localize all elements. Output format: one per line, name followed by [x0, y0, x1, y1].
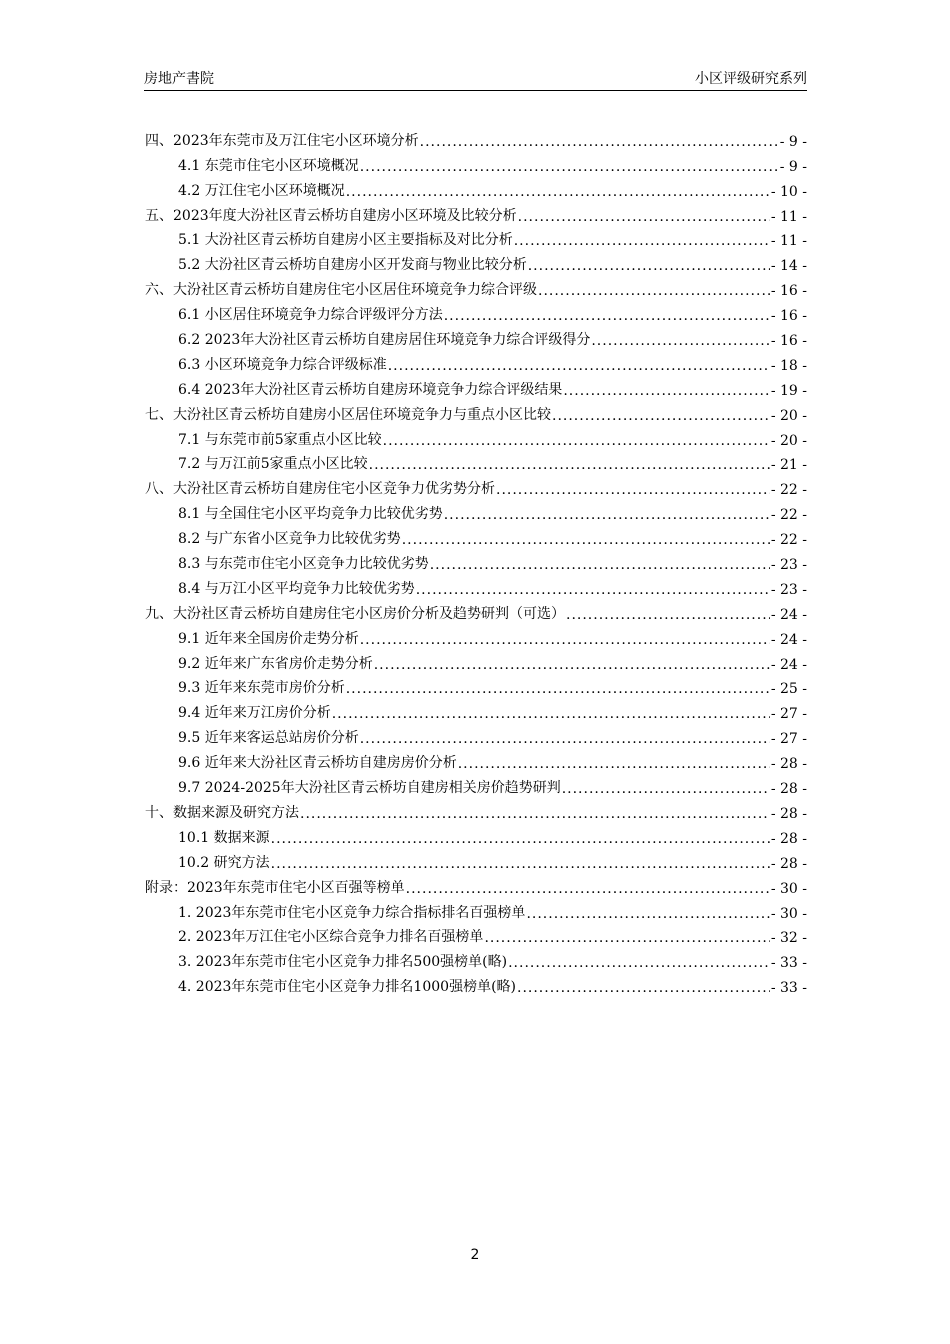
toc-entry[interactable]: [145, 349, 807, 374]
toc-dot-leader: [496, 482, 770, 498]
toc-entry[interactable]: [145, 573, 807, 598]
toc-entry-title: 9.1 近年来全国房价走势分析: [178, 630, 359, 647]
toc-dot-leader: [360, 632, 770, 648]
toc-dot-leader: [360, 159, 779, 175]
toc-dot-leader: [346, 184, 770, 200]
toc-dot-leader: [406, 881, 770, 897]
toc-entry-title: 9.7 2024-2025年大汾社区青云桥坊自建房相关房价趋势研判: [178, 780, 561, 797]
toc-entry-page: - 28 -: [770, 781, 807, 798]
toc-entry-page: - 20 -: [770, 407, 807, 424]
toc-entry[interactable]: [145, 125, 807, 150]
toc-entry-title: 6.4 2023年大汾社区青云桥坊自建房环境竞争力综合评级结果: [178, 381, 563, 398]
toc-entry-title: 9.6 近年来大汾社区青云桥坊自建房房价分析: [178, 755, 457, 772]
toc-dot-leader: [444, 507, 770, 523]
toc-dot-leader: [271, 856, 770, 872]
toc-entry[interactable]: [145, 697, 807, 722]
toc-entry[interactable]: [145, 548, 807, 573]
toc-dot-leader: [420, 134, 779, 150]
toc-entry-page: - 16 -: [770, 283, 807, 300]
toc-entry-title: 5.1 大汾社区青云桥坊自建房小区主要指标及对比分析: [178, 232, 513, 249]
toc-dot-leader: [563, 383, 769, 399]
toc-dot-leader: [508, 955, 770, 971]
table-of-contents: [145, 125, 807, 996]
toc-dot-leader: [332, 706, 770, 722]
page-number: 2: [470, 1247, 480, 1263]
toc-entry-page: - 33 -: [770, 955, 807, 972]
toc-entry-page: - 19 -: [770, 382, 807, 399]
toc-entry-title: 附录：2023年东莞市住宅小区百强等榜单: [145, 879, 405, 896]
toc-dot-leader: [374, 657, 770, 673]
toc-entry-title: 6.2 2023年大汾社区青云桥坊自建房居住环境竞争力综合评级得分: [178, 332, 591, 349]
toc-entry-title: 十、数据来源及研究方法: [145, 804, 299, 821]
toc-entry-page: - 30 -: [770, 905, 807, 922]
toc-dot-leader: [346, 681, 770, 697]
toc-entry-page: - 18 -: [770, 357, 807, 374]
toc-dot-leader: [369, 457, 770, 473]
toc-entry[interactable]: [145, 299, 807, 324]
toc-entry-title: 4.2 万江住宅小区环境概况: [178, 182, 345, 199]
toc-entry[interactable]: [145, 722, 807, 747]
toc-entry-title: 6.1 小区居住环境竞争力综合评级评分方法: [178, 307, 443, 324]
toc-entry-title: 8.3 与东莞市住宅小区竞争力比较优劣势: [178, 556, 429, 573]
toc-entry-page: - 25 -: [770, 681, 807, 698]
toc-dot-leader: [360, 731, 770, 747]
toc-dot-leader: [528, 258, 770, 274]
toc-entry-page: - 24 -: [770, 656, 807, 673]
toc-entry-page: - 9 -: [779, 133, 807, 150]
toc-entry-title: 四、2023年东莞市及万江住宅小区环境分析: [145, 132, 419, 149]
header-publisher: 房地产書院: [144, 71, 214, 87]
toc-entry-title: 8.1 与全国住宅小区平均竞争力比较优劣势: [178, 506, 443, 523]
toc-entry-title: 7.1 与东莞市前5家重点小区比较: [178, 431, 382, 448]
toc-entry-title: 1. 2023年东莞市住宅小区竞争力综合指标排名百强榜单: [178, 904, 526, 921]
toc-entry[interactable]: [145, 249, 807, 274]
toc-entry-page: - 28 -: [770, 805, 807, 822]
toc-entry-title: 4.1 东莞市住宅小区环境概况: [178, 157, 359, 174]
toc-entry[interactable]: [145, 772, 807, 797]
toc-dot-leader: [518, 209, 770, 225]
toc-entry[interactable]: [145, 175, 807, 200]
toc-entry-page: - 16 -: [770, 308, 807, 325]
toc-entry-page: - 10 -: [770, 183, 807, 200]
toc-entry[interactable]: [145, 747, 807, 772]
toc-entry[interactable]: [145, 225, 807, 250]
toc-entry-page: - 11 -: [770, 233, 807, 250]
toc-entry[interactable]: [145, 324, 807, 349]
toc-entry-title: 七、大汾社区青云桥坊自建房小区居住环境竞争力与重点小区比较: [145, 406, 551, 423]
toc-dot-leader: [430, 557, 770, 573]
toc-entry[interactable]: [145, 473, 807, 498]
toc-entry[interactable]: [145, 424, 807, 449]
toc-entry-page: - 22 -: [770, 507, 807, 524]
toc-dot-leader: [383, 433, 770, 449]
toc-dot-leader: [416, 582, 770, 598]
toc-entry-title: 九、大汾社区青云桥坊自建房住宅小区房价分析及趋势研判（可选）: [145, 605, 565, 622]
toc-dot-leader: [271, 831, 770, 847]
toc-dot-leader: [458, 756, 770, 772]
toc-entry-title: 六、大汾社区青云桥坊自建房住宅小区居住环境竞争力综合评级: [145, 282, 537, 299]
toc-entry[interactable]: [145, 922, 807, 947]
toc-entry-title: 4. 2023年东莞市住宅小区竞争力排名1000强榜单(略): [178, 979, 516, 996]
toc-entry-page: - 24 -: [770, 631, 807, 648]
toc-entry-page: - 32 -: [770, 930, 807, 947]
toc-entry-title: 8.4 与万江小区平均竞争力比较优劣势: [178, 580, 415, 597]
toc-entry-page: - 20 -: [770, 432, 807, 449]
toc-dot-leader: [517, 980, 770, 996]
toc-entry-title: 3. 2023年东莞市住宅小区竞争力排名500强榜单(略): [178, 954, 508, 971]
toc-entry-title: 8.2 与广东省小区竞争力比较优劣势: [178, 531, 401, 548]
toc-entry-page: - 24 -: [770, 606, 807, 623]
toc-entry-page: - 21 -: [770, 457, 807, 474]
toc-entry-title: 7.2 与万江前5家重点小区比较: [178, 456, 368, 473]
toc-entry-page: - 22 -: [770, 482, 807, 499]
toc-entry-page: - 28 -: [770, 756, 807, 773]
toc-entry-page: - 16 -: [770, 333, 807, 350]
toc-dot-leader: [300, 806, 770, 822]
toc-dot-leader: [484, 930, 769, 946]
toc-entry-page: - 22 -: [770, 532, 807, 549]
toc-entry[interactable]: [145, 498, 807, 523]
toc-dot-leader: [388, 358, 770, 374]
toc-entry-title: 10.1 数据来源: [178, 829, 270, 846]
toc-entry[interactable]: [145, 648, 807, 673]
toc-entry-title: 五、2023年度大汾社区青云桥坊自建房小区环境及比较分析: [145, 207, 517, 224]
toc-dot-leader: [552, 408, 770, 424]
toc-dot-leader: [402, 532, 770, 548]
toc-entry[interactable]: [145, 822, 807, 847]
toc-entry[interactable]: [145, 623, 807, 648]
toc-entry-title: 5.2 大汾社区青云桥坊自建房小区开发商与物业比较分析: [178, 257, 527, 274]
toc-entry[interactable]: [145, 598, 807, 623]
toc-dot-leader: [591, 333, 769, 349]
toc-entry[interactable]: [145, 797, 807, 822]
toc-entry-page: - 11 -: [770, 208, 807, 225]
toc-entry-page: - 33 -: [770, 980, 807, 997]
toc-dot-leader: [444, 308, 770, 324]
toc-entry-title: 9.2 近年来广东省房价走势分析: [178, 655, 373, 672]
toc-dot-leader: [514, 233, 770, 249]
toc-entry[interactable]: [145, 150, 807, 175]
toc-entry[interactable]: [145, 274, 807, 299]
toc-entry-title: 9.5 近年来客运总站房价分析: [178, 730, 359, 747]
toc-entry-page: - 28 -: [770, 830, 807, 847]
toc-entry[interactable]: [145, 946, 807, 971]
toc-entry-page: - 23 -: [770, 557, 807, 574]
toc-entry[interactable]: [145, 847, 807, 872]
toc-entry-title: 9.3 近年来东莞市房价分析: [178, 680, 345, 697]
toc-entry[interactable]: [145, 673, 807, 698]
toc-entry[interactable]: [145, 200, 807, 225]
toc-entry-page: - 27 -: [770, 731, 807, 748]
toc-entry-page: - 27 -: [770, 706, 807, 723]
toc-entry-page: - 9 -: [779, 158, 807, 175]
header-series: 小区评级研究系列: [695, 71, 807, 87]
toc-entry[interactable]: [145, 449, 807, 474]
toc-entry[interactable]: [145, 399, 807, 424]
toc-dot-leader: [562, 781, 770, 797]
toc-entry-title: 2. 2023年万江住宅小区综合竞争力排名百强榜单: [178, 929, 484, 946]
toc-entry-title: 八、大汾社区青云桥坊自建房住宅小区竞争力优劣势分析: [145, 481, 495, 498]
toc-entry[interactable]: [145, 523, 807, 548]
toc-entry[interactable]: [145, 872, 807, 897]
toc-entry-title: 10.2 研究方法: [178, 854, 270, 871]
toc-entry-title: 9.4 近年来万江房价分析: [178, 705, 331, 722]
toc-entry[interactable]: [145, 971, 807, 996]
toc-entry-page: - 30 -: [770, 880, 807, 897]
toc-entry-page: - 23 -: [770, 581, 807, 598]
toc-entry[interactable]: [145, 374, 807, 399]
toc-dot-leader: [566, 607, 770, 623]
toc-dot-leader: [526, 906, 769, 922]
toc-dot-leader: [538, 283, 770, 299]
toc-entry-page: - 28 -: [770, 855, 807, 872]
toc-entry-page: - 14 -: [770, 258, 807, 275]
toc-entry[interactable]: [145, 897, 807, 922]
page-header: [144, 68, 807, 91]
toc-entry-title: 6.3 小区环境竞争力综合评级标准: [178, 356, 387, 373]
